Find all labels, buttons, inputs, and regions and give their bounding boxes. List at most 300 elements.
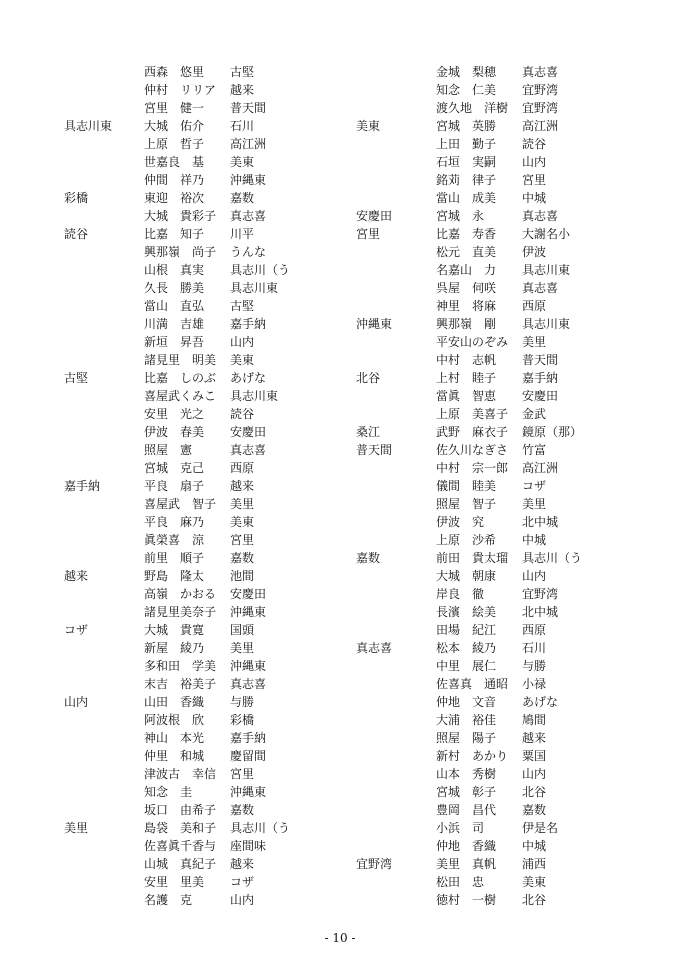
group-cell <box>64 207 144 225</box>
table-row <box>64 729 316 747</box>
school-cell: 具志川東 <box>230 389 279 403</box>
name-cell: 世嘉良 基 <box>144 155 205 169</box>
table-row <box>356 603 608 621</box>
school-cell: 川平 <box>230 227 255 241</box>
group-cell <box>356 99 436 117</box>
school-cell: 古堅 <box>230 299 255 313</box>
group-cell <box>356 819 436 837</box>
group-cell: 桑江 <box>356 425 381 439</box>
group-cell <box>64 135 144 153</box>
school-cell: 北谷 <box>522 893 547 907</box>
school-cell: 国頭 <box>230 623 255 637</box>
group-cell <box>356 765 436 783</box>
table-row <box>64 207 316 225</box>
school-cell: 大謝名小 <box>522 227 571 241</box>
group-cell <box>356 531 436 549</box>
group-cell <box>356 801 436 819</box>
group-cell: 山内 <box>64 695 89 709</box>
school-cell: 竹富 <box>522 443 547 457</box>
school-cell: 真志喜 <box>230 677 267 691</box>
table-row <box>64 801 316 819</box>
school-cell: 具志川（う <box>230 821 291 835</box>
table-row <box>64 495 316 513</box>
name-cell: 高嶺 かおる <box>144 587 217 601</box>
name-cell: 當眞 智恵 <box>436 389 497 403</box>
school-cell: 金武 <box>522 407 547 421</box>
group-cell <box>64 459 144 477</box>
group-cell <box>356 243 436 261</box>
table-row <box>64 369 316 387</box>
name-cell: 比嘉 しのぶ <box>144 371 217 385</box>
school-cell: 真志喜 <box>230 443 267 457</box>
name-cell: 野島 隆太 <box>144 569 205 583</box>
table-row <box>356 639 608 657</box>
name-cell: 坂口 由希子 <box>144 803 217 817</box>
table-row <box>356 819 608 837</box>
school-cell: コザ <box>230 875 255 889</box>
table-row <box>64 261 316 279</box>
name-cell: 東迎 裕次 <box>144 191 205 205</box>
name-cell: 仲地 香織 <box>436 839 497 853</box>
table-row <box>64 855 316 873</box>
group-cell <box>64 495 144 513</box>
name-cell: 仲間 祥乃 <box>144 173 205 187</box>
school-cell: 宮里 <box>230 767 255 781</box>
school-cell: 高江洲 <box>522 119 559 133</box>
name-cell: 山田 香織 <box>144 695 205 709</box>
table-row <box>356 549 608 567</box>
school-cell: 慶留間 <box>230 749 267 763</box>
group-cell <box>64 675 144 693</box>
page-number: - 10 - <box>324 931 356 945</box>
school-cell: 嘉数 <box>522 803 547 817</box>
group-cell <box>356 405 436 423</box>
name-cell: 多和田 学美 <box>144 659 217 673</box>
school-cell: 山内 <box>230 335 255 349</box>
school-cell: 安慶田 <box>230 425 267 439</box>
group-cell: 彩橋 <box>64 191 89 205</box>
group-cell <box>64 711 144 729</box>
school-cell: 越来 <box>230 479 255 493</box>
school-cell: 嘉手納 <box>230 317 267 331</box>
group-cell: 嘉数 <box>356 551 381 565</box>
name-cell: 興那嶺 剛 <box>436 317 497 331</box>
table-row <box>356 279 608 297</box>
table-row <box>356 459 608 477</box>
name-cell: 仲地 文音 <box>436 695 497 709</box>
group-cell <box>356 333 436 351</box>
school-cell: 鏡原（那） <box>522 425 583 439</box>
name-cell: 神里 将麻 <box>436 299 497 313</box>
group-cell <box>64 243 144 261</box>
name-cell: 中村 志帆 <box>436 353 497 367</box>
table-row <box>356 801 608 819</box>
school-cell: 山内 <box>230 893 255 907</box>
name-cell: 上原 哲子 <box>144 137 205 151</box>
school-cell: 西原 <box>522 299 547 313</box>
group-cell <box>64 837 144 855</box>
name-cell: 儀間 睦美 <box>436 479 497 493</box>
name-cell: 松本 綾乃 <box>436 641 497 655</box>
school-cell: 真志喜 <box>522 65 559 79</box>
group-cell <box>64 333 144 351</box>
group-cell <box>64 351 144 369</box>
table-row <box>64 99 316 117</box>
table-row <box>64 135 316 153</box>
name-cell: 石垣 実嗣 <box>436 155 497 169</box>
table-row <box>64 315 316 333</box>
school-cell: 具志川（う <box>230 263 291 277</box>
table-row <box>64 333 316 351</box>
group-cell <box>356 153 436 171</box>
group-cell <box>64 729 144 747</box>
table-row <box>356 837 608 855</box>
group-cell <box>356 567 436 585</box>
school-cell: 中城 <box>522 839 547 853</box>
table-row <box>356 171 608 189</box>
name-cell: 比嘉 知子 <box>144 227 205 241</box>
table-row <box>64 675 316 693</box>
group-cell <box>64 261 144 279</box>
table-row <box>356 261 608 279</box>
name-cell: 平安山のぞみ <box>436 335 509 349</box>
name-cell: 喜屋武くみこ <box>144 389 217 403</box>
group-cell: 安慶田 <box>356 209 393 223</box>
group-cell <box>356 693 436 711</box>
group-cell <box>356 477 436 495</box>
name-cell: 伊波 春美 <box>144 425 205 439</box>
name-cell: 上原 美喜子 <box>436 407 509 421</box>
name-cell: 岸良 徹 <box>436 587 485 601</box>
school-cell: 高江洲 <box>230 137 267 151</box>
name-cell: 大城 貴寛 <box>144 623 205 637</box>
school-cell: 伊波 <box>522 245 547 259</box>
table-row <box>356 369 608 387</box>
group-cell: 北谷 <box>356 371 381 385</box>
group-cell: 嘉手納 <box>64 479 101 493</box>
school-cell: 沖縄東 <box>230 605 267 619</box>
name-cell: 平良 扇子 <box>144 479 205 493</box>
school-cell: 真志喜 <box>522 281 559 295</box>
name-cell: 上村 睦子 <box>436 371 497 385</box>
name-cell: 宮里 健一 <box>144 101 205 115</box>
name-cell: 知念 仁美 <box>436 83 497 97</box>
group-cell <box>64 783 144 801</box>
school-cell: 山内 <box>522 155 547 169</box>
school-cell: 小禄 <box>522 677 547 691</box>
school-cell: 安慶田 <box>522 389 559 403</box>
name-cell: 山本 秀樹 <box>436 767 497 781</box>
group-cell <box>356 513 436 531</box>
school-cell: 西原 <box>230 461 255 475</box>
school-cell: 真志喜 <box>522 209 559 223</box>
group-cell <box>64 387 144 405</box>
name-cell: 當山 直弘 <box>144 299 205 313</box>
table-row <box>356 99 608 117</box>
table-row <box>356 441 608 459</box>
name-cell: 喜屋武 智子 <box>144 497 217 511</box>
name-cell: 比嘉 寿香 <box>436 227 497 241</box>
table-row <box>356 189 608 207</box>
table-row <box>356 117 608 135</box>
name-cell: 名護 克 <box>144 893 193 907</box>
name-cell: 前里 順子 <box>144 551 205 565</box>
name-cell: 上原 沙希 <box>436 533 497 547</box>
group-cell <box>356 387 436 405</box>
table-row <box>64 153 316 171</box>
group-cell <box>356 711 436 729</box>
school-cell: 宮里 <box>230 533 255 547</box>
school-cell: 美里 <box>522 335 547 349</box>
group-cell <box>64 423 144 441</box>
school-cell: 池間 <box>230 569 255 583</box>
group-cell <box>356 747 436 765</box>
table-row <box>356 855 608 873</box>
table-row <box>356 567 608 585</box>
school-cell: 普天間 <box>522 353 559 367</box>
school-cell: 石川 <box>230 119 255 133</box>
name-cell: 大浦 裕佳 <box>436 713 497 727</box>
school-cell: 嘉数 <box>230 551 255 565</box>
name-cell: 松田 忠 <box>436 875 485 889</box>
name-cell: 久長 勝美 <box>144 281 205 295</box>
name-cell: 西森 悠里 <box>144 65 205 79</box>
table-row <box>64 603 316 621</box>
school-cell: あげな <box>230 371 267 385</box>
school-cell: 沖縄東 <box>230 173 267 187</box>
table-row <box>64 279 316 297</box>
group-cell <box>356 729 436 747</box>
name-cell: 小浜 司 <box>436 821 485 835</box>
school-cell: 石川 <box>522 641 547 655</box>
table-row <box>64 531 316 549</box>
school-cell: 浦西 <box>522 857 547 871</box>
name-cell: 佐喜真 通昭 <box>436 677 509 691</box>
table-row <box>356 747 608 765</box>
school-cell: 読谷 <box>230 407 255 421</box>
school-cell: 具志川東 <box>230 281 279 295</box>
group-cell <box>64 747 144 765</box>
name-cell: 佐久川なぎさ <box>436 443 509 457</box>
name-cell: 前田 貴太瑠 <box>436 551 509 565</box>
group-cell <box>356 873 436 891</box>
group-cell <box>64 63 144 81</box>
group-cell <box>356 459 436 477</box>
table-row <box>64 549 316 567</box>
table-row <box>356 765 608 783</box>
table-row <box>64 891 316 909</box>
name-cell: 宮城 克己 <box>144 461 205 475</box>
table-row <box>356 315 608 333</box>
name-cell: 上田 勤子 <box>436 137 497 151</box>
group-cell <box>64 315 144 333</box>
school-cell: 嘉数 <box>230 191 255 205</box>
table-row <box>356 225 608 243</box>
group-cell <box>356 621 436 639</box>
table-row <box>64 873 316 891</box>
name-cell: 大城 朝康 <box>436 569 497 583</box>
name-cell: 宮城 永 <box>436 209 485 223</box>
name-cell: 安里 里美 <box>144 875 205 889</box>
name-cell: 銘苅 律子 <box>436 173 497 187</box>
table-row <box>356 711 608 729</box>
name-cell: 山根 真実 <box>144 263 205 277</box>
group-cell <box>356 675 436 693</box>
group-cell <box>356 279 436 297</box>
school-cell: 具志川（う <box>522 551 583 565</box>
name-cell: 渡久地 洋樹 <box>436 101 509 115</box>
group-cell: 越来 <box>64 569 89 583</box>
name-cell: 宮城 英勝 <box>436 119 497 133</box>
school-cell: うんな <box>230 245 267 259</box>
table-row <box>356 783 608 801</box>
group-cell <box>356 891 436 909</box>
name-cell: 津波古 幸信 <box>144 767 217 781</box>
name-cell: 眞榮喜 涼 <box>144 533 205 547</box>
school-cell: 粟国 <box>522 749 547 763</box>
table-row <box>356 675 608 693</box>
table-row <box>356 297 608 315</box>
table-row <box>64 585 316 603</box>
name-cell: 末吉 裕美子 <box>144 677 217 691</box>
table-row <box>64 477 316 495</box>
group-cell <box>64 603 144 621</box>
group-cell <box>64 441 144 459</box>
name-cell: 照屋 陽子 <box>436 731 497 745</box>
name-cell: 中里 展仁 <box>436 659 497 673</box>
group-cell: 宜野湾 <box>356 857 393 871</box>
group-cell: 読谷 <box>64 227 89 241</box>
table-row <box>64 81 316 99</box>
school-cell: 嘉手納 <box>522 371 559 385</box>
name-cell: 諸見里美奈子 <box>144 605 217 619</box>
school-cell: 美東 <box>522 875 547 889</box>
school-cell: コザ <box>522 479 547 493</box>
group-cell <box>356 837 436 855</box>
group-cell <box>356 351 436 369</box>
group-cell <box>64 279 144 297</box>
school-cell: 越来 <box>522 731 547 745</box>
group-cell <box>64 171 144 189</box>
school-cell: 美里 <box>522 497 547 511</box>
school-cell: 与勝 <box>522 659 547 673</box>
group-cell <box>64 891 144 909</box>
school-cell: 宮里 <box>522 173 547 187</box>
table-row <box>64 387 316 405</box>
name-cell: 照屋 智子 <box>436 497 497 511</box>
name-cell: 當山 成美 <box>436 191 497 205</box>
table-row <box>356 513 608 531</box>
name-cell: 呉屋 伺咲 <box>436 281 497 295</box>
table-row <box>64 459 316 477</box>
group-cell <box>64 549 144 567</box>
school-cell: 真志喜 <box>230 209 267 223</box>
name-cell: 中村 宗一郎 <box>436 461 509 475</box>
group-cell <box>356 81 436 99</box>
name-cell: 照屋 憲 <box>144 443 193 457</box>
name-cell: 長濱 絵美 <box>436 605 497 619</box>
school-cell: 美里 <box>230 641 255 655</box>
group-cell <box>64 585 144 603</box>
table-row <box>64 225 316 243</box>
group-cell: 美東 <box>356 119 381 133</box>
group-cell <box>356 657 436 675</box>
table-row <box>64 711 316 729</box>
left-column <box>64 63 316 909</box>
name-cell: 仲里 和城 <box>144 749 205 763</box>
table-row <box>356 873 608 891</box>
group-cell <box>356 135 436 153</box>
school-cell: 北中城 <box>522 605 559 619</box>
table-row <box>356 351 608 369</box>
group-cell <box>356 603 436 621</box>
school-cell: あげな <box>522 695 559 709</box>
school-cell: 美東 <box>230 515 255 529</box>
name-cell: 大城 佑介 <box>144 119 205 133</box>
table-row <box>356 531 608 549</box>
school-cell: 越来 <box>230 857 255 871</box>
name-cell: 金城 梨穂 <box>436 65 497 79</box>
group-cell <box>64 297 144 315</box>
name-cell: 新村 あかり <box>436 749 509 763</box>
school-cell: 古堅 <box>230 65 255 79</box>
group-cell <box>64 153 144 171</box>
school-cell: 読谷 <box>522 137 547 151</box>
group-cell <box>64 513 144 531</box>
school-cell: 与勝 <box>230 695 255 709</box>
group-cell <box>356 783 436 801</box>
group-cell <box>356 297 436 315</box>
name-cell: 阿波根 欣 <box>144 713 205 727</box>
school-cell: 美里 <box>230 497 255 511</box>
table-row <box>356 135 608 153</box>
group-cell <box>64 405 144 423</box>
school-cell: 中城 <box>522 533 547 547</box>
table-row <box>64 747 316 765</box>
table-row <box>64 657 316 675</box>
name-cell: 新屋 綾乃 <box>144 641 205 655</box>
table-row <box>356 477 608 495</box>
table-row <box>356 63 608 81</box>
school-cell: 座間味 <box>230 839 267 853</box>
school-cell: 中城 <box>522 191 547 205</box>
table-row <box>64 117 316 135</box>
name-cell: 大城 貴彩子 <box>144 209 217 223</box>
group-cell <box>356 495 436 513</box>
table-row <box>356 333 608 351</box>
table-row <box>64 783 316 801</box>
school-cell: 具志川東 <box>522 317 571 331</box>
school-cell: 鳩間 <box>522 713 547 727</box>
school-cell: 北中城 <box>522 515 559 529</box>
table-row <box>64 693 316 711</box>
name-cell: 徳村 一樹 <box>436 893 497 907</box>
table-row <box>356 657 608 675</box>
name-cell: 諸見里 明美 <box>144 353 217 367</box>
table-row <box>356 729 608 747</box>
table-row <box>64 171 316 189</box>
table-row <box>64 621 316 639</box>
group-cell <box>64 873 144 891</box>
table-row <box>356 387 608 405</box>
group-cell <box>64 639 144 657</box>
name-cell: 山城 真紀子 <box>144 857 217 871</box>
school-cell: 越来 <box>230 83 255 97</box>
school-cell: 美東 <box>230 353 255 367</box>
school-cell: 沖縄東 <box>230 659 267 673</box>
group-cell: 美里 <box>64 821 89 835</box>
school-cell: 彩橋 <box>230 713 255 727</box>
